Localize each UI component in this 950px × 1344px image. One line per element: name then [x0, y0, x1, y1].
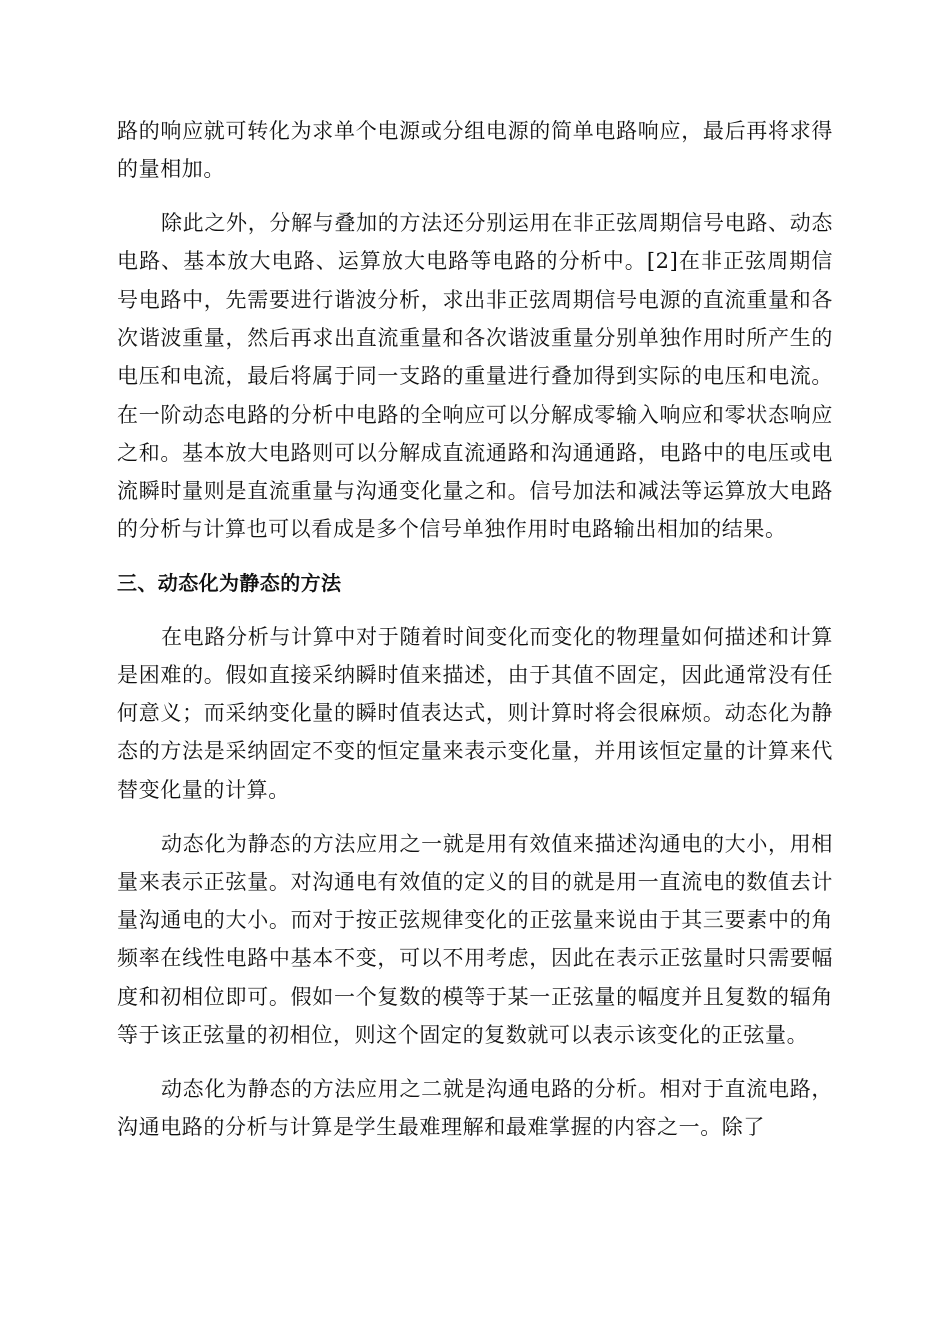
paragraph-decomposition-superposition: 除此之外，分解与叠加的方法还分别运用在非正弦周期信号电路、动态电路、基本放大电路、运算放大电路等电路的分析中。[2]在非正弦周期信号电路中，先需要进行谐波分析，求出非正弦周期信号电源的直流重量和各次谐波重量，然后再求出直流重量和各次谐波重量分别单独作用时所产生的电压和电流，最后将属于同一支路的重量进行叠加得到实际的电压和电流。在一阶动态电路的分析中电路的全响应可以分解成零输入响应和零状态响应之和。基本放大电路则可以分解成直流通路和沟通通路，电路中的电压或电流瞬时量则是直流重量与沟通变化量之和。信号加法和减法等运算放大电路的分析与计算也可以看成是多个信号单独作用时电路输出相加的结果。	[117, 211, 833, 542]
paragraph-application-two: 动态化为静态的方法应用之二就是沟通电路的分析。相对于直流电路，沟通电路的分析与计算是学生最难理解和最难掌握的内容之一。除了	[117, 1076, 833, 1140]
paragraph-continuation: 路的响应就可转化为求单个电源或分组电源的简单电路响应，最后再将求得的量相加。	[117, 119, 833, 182]
paragraph-dynamic-to-static-intro: 在电路分析与计算中对于随着时间变化而变化的物理量如何描述和计算是困难的。假如直接采纳瞬时值来描述，由于其值不固定，因此通常没有任何意义；而采纳变化量的瞬时值表达式，则计算时将会很麻烦。动态化为静态的方法是采纳固定不变的恒定量来表示变化量，并用该恒定量的计算来代替变化量的计算。	[117, 624, 833, 802]
document-body	[117, 112, 833, 1146]
paragraph-application-one: 动态化为静态的方法应用之一就是用有效值来描述沟通电的大小，用相量来表示正弦量。对沟通电有效值的定义的目的就是用一直流电的数值去计量沟通电的大小。而对于按正弦规律变化的正弦量来说由于其三要素中的角频率在线性电路中基本不变，可以不用考虑，因此在表示正弦量时只需要幅度和初相位即可。假如一个复数的模等于某一正弦量的幅度并且复数的辐角等于该正弦量的初相位，则这个固定的复数就可以表示该变化的正弦量。	[117, 831, 833, 1048]
section-heading: 三、动态化为静态的方法	[117, 570, 342, 595]
